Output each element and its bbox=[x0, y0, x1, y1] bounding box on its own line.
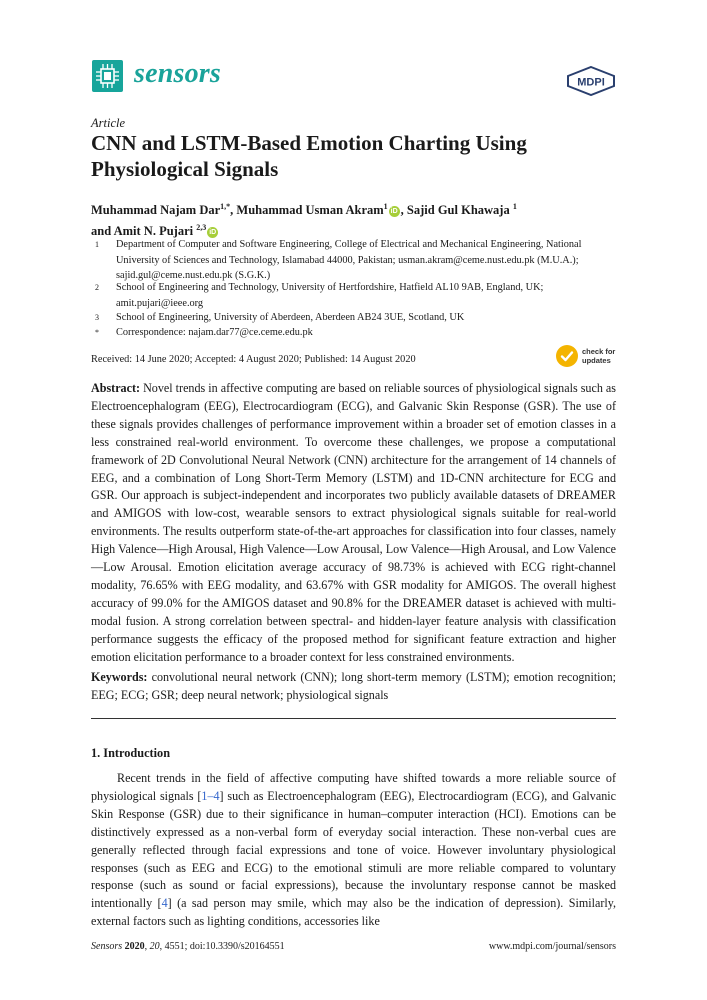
mdpi-logo-icon bbox=[566, 66, 616, 96]
svg-text:MDPI: MDPI bbox=[577, 76, 605, 89]
footer-citation: Sensors 2020, 20, 4551; doi:10.3390/s20164551 bbox=[91, 941, 285, 952]
paragraph-text: ] (a sad person may smile, which may also be the indication of depression). Similarly, external factors such as lighting conditions, accessories like bbox=[91, 896, 616, 929]
affiliation-3 bbox=[91, 310, 611, 326]
keywords-label: Keywords: bbox=[91, 670, 148, 684]
paper-title: CNN and LSTM-Based Emotion Charting Using Physiological Signals bbox=[91, 131, 527, 181]
affiliation-text: Department of Computer and Software Engineering, College of Electrical and Mechanical Engineering, National University of Sciences and Technology, Islamabad 44000, Pakistan; usman.akram@ceme.nust.edu.pk (M.U.A.); sajid.gul@ceme.nust.edu.pk (S.G.K.) bbox=[116, 239, 582, 281]
paragraph-text: Recent trends in the field of affective computing have shifted towards a more reliable source of physiological signals [ bbox=[91, 771, 616, 803]
author-name: Sajid Gul Khawaja bbox=[406, 203, 510, 218]
author-affil-sup: 2,3 bbox=[196, 223, 207, 233]
paragraph-text: ] such as Electroencephalogram (EEG), Electrocardiogram (ECG), and Galvanic Skin Response (GSR) due to their significance in human–computer interaction (HCI). Emotions can be distinctively expressed as a non-verbal form of everyday social interaction. These non-verbal cues are generally reflected through facial expressions and tone of voice. However involuntary physiological responses (such as EEG and ECG) to the emotional stimuli are more reliable compared to voluntary response (such as sound or facial expressions), because the involuntary response cannot be masked intentionally [ bbox=[91, 788, 616, 911]
affiliation-number: 2 bbox=[95, 283, 99, 292]
author-name: Muhammad Usman Akram bbox=[236, 203, 384, 218]
affiliation-text: School of Engineering and Technology, University of Hertfordshire, Hatfield AL10 9AB, England, UK; amit.pujari@ieee.org bbox=[116, 282, 544, 309]
journal-logo-icon bbox=[92, 60, 123, 92]
citation-link[interactable]: 1–4 bbox=[201, 788, 220, 803]
author-sep: , bbox=[400, 203, 407, 218]
author-sep: , bbox=[230, 203, 237, 218]
affiliation-2 bbox=[91, 280, 611, 311]
keywords bbox=[91, 669, 616, 705]
keywords-text: convolutional neural network (CNN); long short-term memory (LSTM); emotion recognition; EEG; ECG; GSR; deep neural network; physiological signals bbox=[91, 670, 616, 702]
orcid-icon[interactable]: iD bbox=[209, 229, 217, 237]
abstract bbox=[91, 380, 616, 667]
author-affil-sup: 1,* bbox=[220, 202, 231, 211]
author-list bbox=[91, 198, 616, 240]
affiliation-text: School of Engineering, University of Aberdeen, Aberdeen AB24 3UE, Scotland, UK bbox=[116, 312, 465, 323]
author-name: Muhammad Najam Dar bbox=[91, 203, 221, 218]
author-affil-sup: 1 bbox=[512, 202, 517, 211]
section-title: 1. Introduction bbox=[91, 746, 171, 760]
intro-paragraph bbox=[91, 770, 616, 931]
correspondence-text: Correspondence: najam.dar77@ce.ceme.edu.pk bbox=[116, 327, 313, 338]
journal-url-link[interactable]: www.mdpi.com/journal/sensors bbox=[488, 941, 616, 952]
article-type: Article bbox=[91, 116, 126, 130]
footer-year: 2020 bbox=[124, 941, 145, 952]
publication-dates: Received: 14 June 2020; Accepted: 4 August 2020; Published: 14 August 2020 bbox=[91, 354, 416, 365]
orcid-icon[interactable]: iD bbox=[390, 208, 398, 216]
author-name: and Amit N. Pujari bbox=[91, 224, 194, 239]
abstract-label: Abstract: bbox=[91, 381, 141, 395]
correspondence bbox=[91, 325, 611, 341]
affiliation-number: * bbox=[95, 328, 99, 337]
footer-doi: , 4551; doi:10.3390/s20164551 bbox=[159, 941, 285, 952]
check-for-updates-label: check for updates bbox=[582, 347, 616, 365]
author-affil-sup: 1 bbox=[383, 202, 388, 211]
footer-volume: 20 bbox=[149, 941, 160, 952]
check-for-updates-button[interactable] bbox=[556, 345, 616, 371]
check-mark-icon bbox=[556, 345, 578, 367]
affiliation-number: 3 bbox=[95, 313, 99, 322]
footer-journal: Sensors bbox=[91, 941, 123, 952]
journal-name: sensors bbox=[134, 58, 221, 89]
affiliation-1 bbox=[91, 237, 611, 284]
abstract-text: Novel trends in affective computing are based on reliable sources of physiological signals such as Electroencephalogram (EEG), Electrocardiogram (ECG), and Galvanic Skin Response (GSR). The use of these signals provides challenges of performance improvement within a broader set of emotion classes in a less constrained real-world environment. To overcome these challenges, we propose a computational framework of 2D Convolutional Neural Network (CNN) architecture for the arrangement of 14 channels of EEG, and a combination of Long Short-Term Memory (LSTM) and 1D-CNN architecture for ECG and GSR. Our approach is subject-independent and incorporates two publicly available datasets of DREAMER and AMIGOS with low-cost, wearable sensors to extract physiological signals suitable for real-world environments. The results outperform state-of-the-art approaches for classification into four classes, namely High Valence—High Arousal, High Valence—Low Arousal, Low Valence—High Arousal, and Low Valence—Low Arousal. Emotion elicitation average accuracy of 98.73% is achieved with ECG right-channel modality, 76.65% with EEG modality, and 63.67% with GSR modality for AMIGOS. The overall highest accuracy of 99.0% for the AMIGOS dataset and 90.8% for the DREAMER dataset is achieved with multi-modal fusion. A strong correlation between spectral- and hidden-layer feature analysis with classification performance suggests the efficacy of the proposed method for significant feature extraction and higher emotion elicitation performance to a broader context for less constrained environments. bbox=[91, 381, 616, 664]
divider bbox=[91, 718, 616, 719]
affiliation-number: 1 bbox=[95, 240, 99, 249]
citation-link[interactable]: 4 bbox=[161, 896, 168, 911]
